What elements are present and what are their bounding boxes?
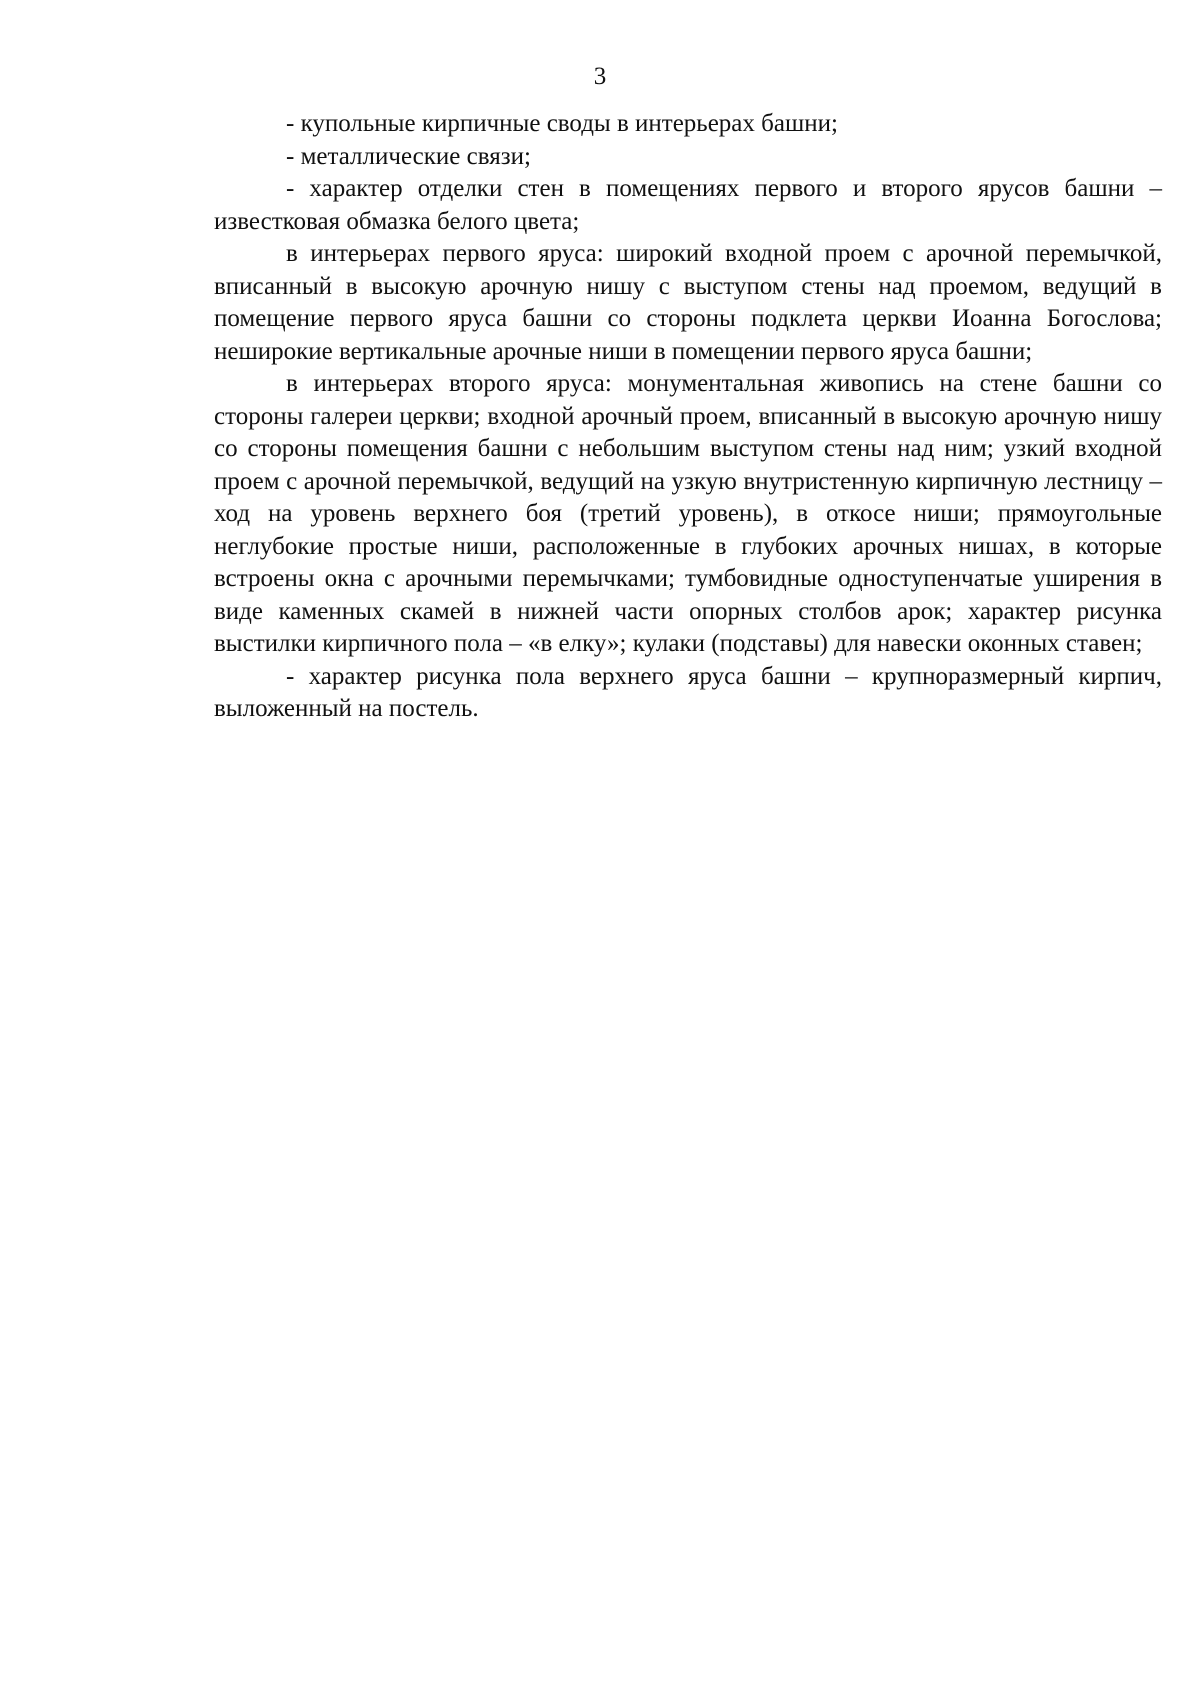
paragraph-dome-vaults: - купольные кирпичные своды в интерьерах башни; (286, 110, 838, 137)
paragraph-first-tier-interiors: в интерьерах первого яруса: широкий входной проем с арочной перемычкой, вписанный в высокую арочную нишу с выступом стены над проемом, ведущий в помещение первого яруса башни со стороны подклета церкви Иоанна Богослова; неширокие вертикальные арочные ниши в помещении первого яруса башни; (214, 240, 1162, 365)
paragraph-upper-tier-floor: - характер рисунка пола верхнего яруса башни – крупноразмерный кирпич, выложенный на постель. (214, 662, 1162, 722)
paragraph-second-tier-interiors: в интерьерах второго яруса: монументальная живопись на стене башни со стороны галереи церкви; входной арочный проем, вписанный в высокую арочную нишу со стороны помещения башни с небольшим выступом стены над ним; узкий входной проем с арочной перемычкой, ведущий на узкую внутристенную кирпичную лестницу – ход на уровень верхнего боя (третий уровень), в откосе ниши; прямоугольные неглубокие простые ниши, расположенные в глубоких арочных нишах, в которые встроены окна с арочными перемычками; тумбовидные одноступенчатые уширения в виде каменных скамей в нижней части опорных столбов арок; характер рисунка выстилки кирпичного пола – «в елку»; кулаки (подставы) для навески оконных ставен; (214, 370, 1162, 657)
paragraph-wall-finish: - характер отделки стен в помещениях первого и второго ярусов башни – известковая обмазка белого цвета; (214, 175, 1162, 235)
document-body (214, 108, 1162, 726)
paragraph-metal-ties: - металлические связи; (286, 142, 531, 170)
page-number: 3 (593, 63, 607, 90)
